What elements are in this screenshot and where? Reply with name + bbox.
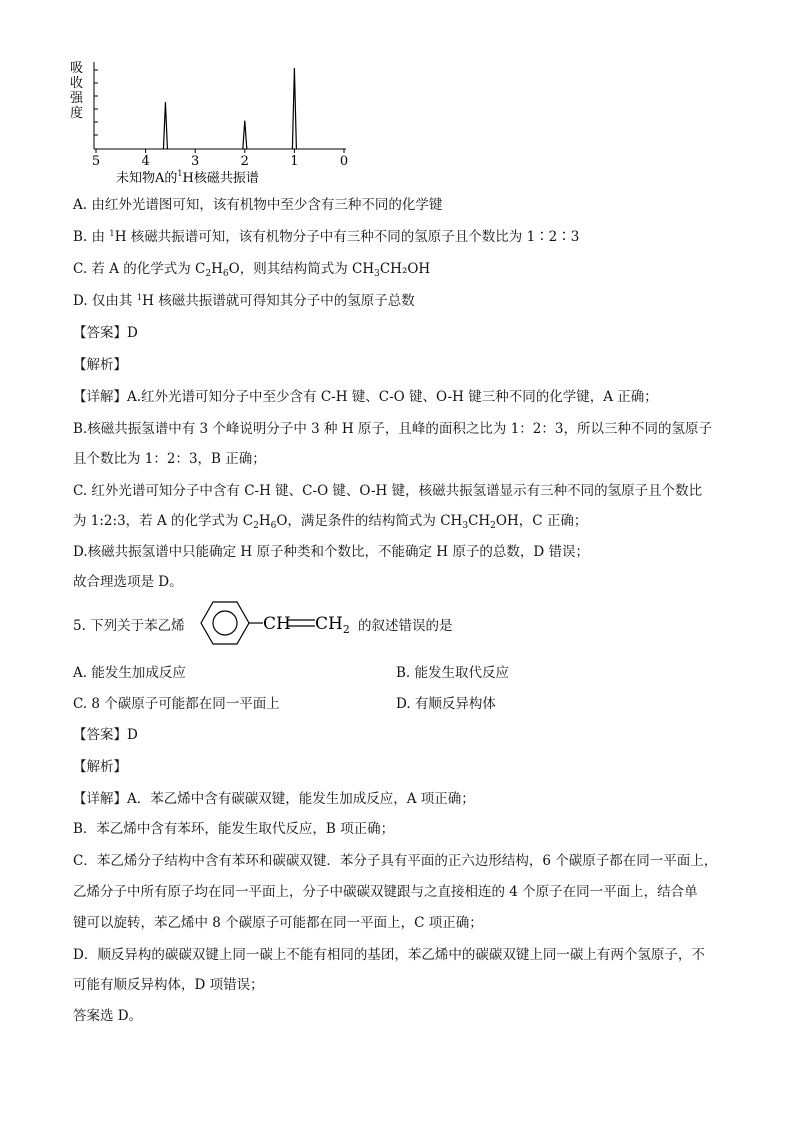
x-tick-label: 5 (91, 154, 101, 169)
option-a: A. 由红外光谱图可知，该有机物中至少含有三种不同的化学键 (73, 197, 443, 213)
answer-label: 【答案】D (73, 727, 138, 743)
chart-caption: 未知物A的$^1$H核磁共振谱 (116, 169, 259, 186)
detail-line: 可能有顺反异构体，D 项错误； (73, 977, 264, 993)
detail-line: 乙烯分子中所有原子均在同一平面上，分子中碳碳双键跟与之直接相连的 4 个原子在同一平面上，结合单 (73, 884, 698, 900)
detail-line: 为 1:2:3，若 A 的化学式为 $C_2H_6O$，满足条件的结构简式为 $CH_3CH_2OH$，C 正确； (73, 513, 588, 531)
detail-line: C. 红外光谱可知分子中含有 C-H 键、C-O 键、O-H 键，核磁共振氢谱显示有三种不同的氢原子且个数比 (73, 483, 703, 499)
detail-line: 答案选 D。 (73, 1008, 143, 1024)
analysis-label: 【解析】 (73, 759, 127, 775)
q5-option-a: A. 能发生加成反应 (73, 665, 186, 681)
detail-line: C．苯乙烯分子结构中含有苯环和碳碳双键．苯分子具有平面的正六边形结构，6 个碳原子都在同一平面上， (73, 853, 718, 869)
answer-label: 【答案】D (73, 325, 138, 341)
q5-option-b: B. 能发生取代反应 (396, 665, 510, 681)
nmr-peak (292, 68, 296, 149)
question-5-stem-prefix: 5. 下列关于苯乙烯 (73, 618, 185, 634)
x-tick-label: 0 (339, 154, 349, 169)
detail-line: D.核磁共振氢谱中只能确定 H 原子种类和个数比，不能确定 H 原子的总数，D 错误； (73, 544, 589, 560)
detail-line: 且个数比为 1：2：3，B 正确； (73, 451, 266, 467)
struct-ch: CH (263, 614, 291, 634)
x-tick-label: 2 (240, 154, 249, 169)
detail-line: 【详解】A.红外光谱可知分子中至少含有 C-H 键、C-O 键、O-H 键三种不同的化学键，A 正确； (73, 389, 658, 405)
y-label-char: 强 (70, 91, 84, 106)
detail-line: B.核磁共振氢谱中有 3 个峰说明分子中 3 种 H 原子，且峰的面积之比为 1：2：3，所以三种不同的氢原子 (73, 421, 712, 437)
question-5-stem-suffix: 的叙述错误的是 (358, 618, 453, 634)
peaks (163, 68, 296, 149)
q5-option-c: C. 8 个碳原子可能都在同一平面上 (73, 696, 280, 712)
benzene-ring-icon (201, 602, 249, 644)
x-ticks (92, 149, 348, 169)
q5-option-d: D. 有顺反异构体 (396, 696, 496, 712)
x-tick-label: 4 (141, 154, 150, 169)
styrene-structure (189, 596, 364, 650)
y-ticks (94, 70, 98, 135)
option-d: D. 仅由其 $^1$H 核磁共振谱就可得知其分子中的氢原子总数 (73, 293, 415, 309)
y-label-char: 度 (70, 106, 84, 121)
option-b: B. 由 $^1$H 核磁共振谱可知，该有机物分子中有三种不同的氢原子且个数比为 1∶2∶3 (73, 229, 580, 245)
option-c: C. 若 A 的化学式为 $C_2H_6O$，则其结构简式为 $CH_3CH_2OH$ (73, 261, 431, 279)
detail-line: B．苯乙烯中含有苯环，能发生取代反应，B 项正确； (73, 821, 395, 837)
detail-line: 键可以旋转，苯乙烯中 8 个碳原子可能都在同一平面上，C 项正确； (73, 915, 483, 931)
analysis-label: 【解析】 (73, 357, 127, 373)
detail-line: D．顺反异构的碳碳双键上同一碳上不能有相同的基团，苯乙烯中的碳碳双键上同一碳上有两个氢原子，不 (73, 947, 705, 963)
x-tick-label: 1 (290, 154, 299, 169)
y-axis-label (70, 61, 84, 121)
x-tick-label: 3 (191, 154, 200, 169)
nmr-peak (243, 121, 247, 149)
y-label-char: 收 (70, 76, 84, 91)
struct-ch2: $CH_2$ (315, 614, 350, 636)
detail-line: 故合理选项是 D。 (73, 574, 183, 590)
y-label-char: 吸 (70, 61, 84, 76)
nmr-chart (60, 58, 360, 188)
detail-line: 【详解】A．苯乙烯中含有碳碳双键，能发生加成反应，A 项正确； (73, 791, 475, 807)
nmr-peak (163, 102, 167, 149)
